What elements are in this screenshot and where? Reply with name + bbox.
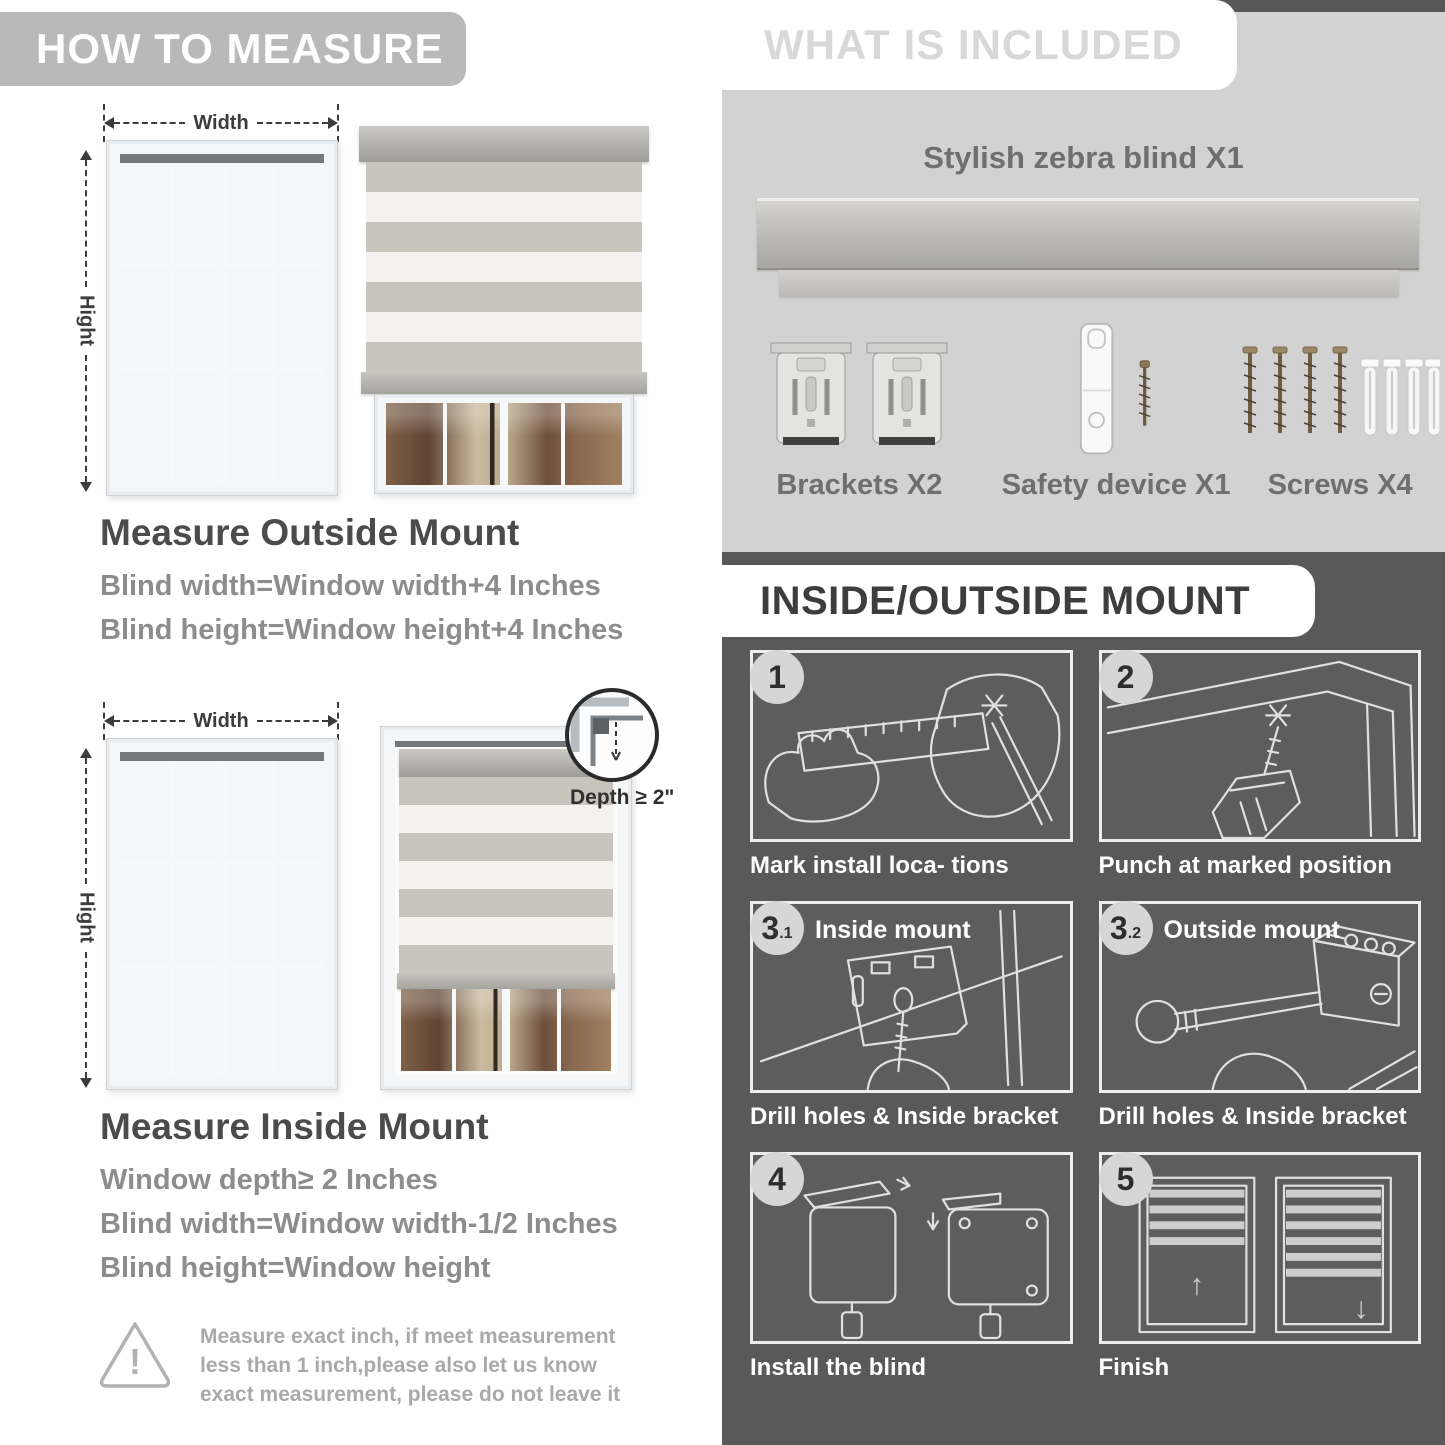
- step-3-2: [1099, 901, 1422, 1135]
- depth-detail-magnifier: [565, 688, 659, 782]
- outside-width-formula: Blind width=Window width+4 Inches: [100, 570, 601, 602]
- blind-cassette: [359, 126, 649, 162]
- window-top-trim: [120, 154, 324, 163]
- inside-outside-mount-title: INSIDE/OUTSIDE MOUNT: [760, 578, 1251, 623]
- zebra-blind-cassette-product: [757, 198, 1419, 270]
- inside-height-formula: Blind height=Window height: [100, 1252, 491, 1284]
- window-glass: [120, 165, 324, 482]
- inside-mount-title: Measure Inside Mount: [100, 1106, 489, 1147]
- arrow-up-icon: [80, 748, 92, 758]
- arrow-up-icon: ↑: [1189, 1268, 1204, 1302]
- width-dimension-arrow: [104, 112, 338, 134]
- arrow-down-icon: [80, 1078, 92, 1088]
- outside-height-formula: Blind height=Window height+4 Inches: [100, 614, 624, 646]
- step-3-2-panel: [1099, 901, 1422, 1093]
- depth-label: Depth ≥ 2": [570, 786, 675, 809]
- safety-device-label: Safety device X1: [1001, 469, 1231, 501]
- outside-mount-instructions: [100, 512, 740, 658]
- step-3-1-caption: Drill holes & Inside bracket: [750, 1103, 1059, 1130]
- warning-text: Measure exact inch, if meet measurement less than 1 inch,please also let us know exact measurement, please do not leave it: [200, 1325, 621, 1406]
- arrow-down-icon: [80, 482, 92, 492]
- arrow-left-icon: [104, 715, 114, 727]
- arrow-down-icon: ↓: [1353, 1292, 1369, 1326]
- brackets-label: Brackets X2: [776, 469, 943, 501]
- blind-stripes: [366, 162, 642, 372]
- window-glass: [120, 763, 324, 1076]
- zebra-blind-rail-product: [779, 270, 1399, 296]
- dimension-guide-line: [337, 104, 339, 142]
- zebra-blind-inside-illustration: [380, 726, 632, 1090]
- height-label: Hight: [75, 295, 98, 347]
- what-is-included-header: [722, 0, 1237, 90]
- outside-mount-figure: [62, 108, 682, 500]
- blind-item-label: Stylish zebra blind X1: [923, 140, 1244, 175]
- step-3-2-caption: Drill holes & Inside bracket: [1098, 1103, 1407, 1130]
- how-to-measure-header: [0, 12, 466, 86]
- arrow-left-icon: [104, 117, 114, 129]
- brackets-group: [722, 322, 997, 502]
- warning-triangle-icon: [96, 1318, 174, 1390]
- zebra-blind-outside-illustration: [366, 126, 642, 496]
- step-3-1: [750, 901, 1073, 1135]
- step-1-caption: Mark install loca- tions: [750, 852, 1009, 879]
- window-photo: [106, 738, 338, 1090]
- step-1-badge: 1: [750, 650, 804, 704]
- how-to-measure-title: HOW TO MEASURE: [36, 25, 444, 72]
- safety-device-group: [997, 322, 1236, 502]
- step-1-panel: [750, 650, 1073, 842]
- inside-depth-rule: Window depth≥ 2 Inches: [100, 1164, 438, 1196]
- step-2-caption: Punch at marked position: [1098, 852, 1392, 879]
- width-label: Width: [193, 709, 249, 732]
- step-5-panel: [1099, 1152, 1422, 1344]
- dimension-guide-line: [103, 104, 105, 142]
- step-3-1-panel: [750, 901, 1073, 1093]
- screws-label: Screws X4: [1267, 469, 1413, 501]
- exclamation-icon: !: [129, 1341, 141, 1382]
- brackets-icon: [769, 337, 949, 459]
- inside-width-formula: Blind width=Window width-1/2 Inches: [100, 1208, 618, 1240]
- inside-mount-figure: [62, 700, 702, 1100]
- what-is-included-title: WHAT IS INCLUDED: [764, 21, 1183, 68]
- window-photo: [106, 140, 338, 496]
- frame-corner-detail: [569, 692, 647, 770]
- step-4-badge: 4: [750, 1152, 804, 1206]
- step-5: [1099, 1152, 1422, 1386]
- height-dimension-arrow: [74, 150, 98, 492]
- step-4-panel: [750, 1152, 1073, 1344]
- step-3-2-badge: 3 .2: [1099, 901, 1153, 955]
- step-1: [750, 650, 1073, 884]
- outside-mount-title: Measure Outside Mount: [100, 512, 520, 553]
- mount-section: [722, 552, 1445, 1445]
- height-dimension-arrow: [74, 748, 98, 1088]
- step-5-caption: Finish: [1098, 1354, 1170, 1381]
- step-4-caption: Install the blind: [750, 1354, 927, 1381]
- inside-outside-mount-header: [722, 565, 1315, 637]
- installation-steps-grid: [750, 650, 1421, 1386]
- included-hardware-row: [722, 322, 1445, 502]
- window-below-blind: [401, 989, 611, 1071]
- step-3-2-title: Outside mount: [1163, 916, 1340, 944]
- screws-group: [1235, 322, 1445, 502]
- width-dimension-arrow: [104, 710, 338, 732]
- step-2-badge: 2: [1099, 650, 1153, 704]
- step-3-1-title: Inside mount: [815, 916, 971, 944]
- screws-icon: [1240, 329, 1440, 459]
- step-5-badge: 5: [1099, 1152, 1153, 1206]
- height-label: Hight: [75, 892, 98, 944]
- step-2-panel: [1099, 650, 1422, 842]
- width-label: Width: [193, 111, 249, 134]
- window-below-blind: [374, 394, 634, 494]
- step-2: [1099, 650, 1422, 884]
- arrow-up-icon: [80, 150, 92, 160]
- step-3-1-badge: 3 .1: [750, 901, 804, 955]
- step-4: [750, 1152, 1073, 1386]
- blind-bottom-rail: [361, 372, 647, 394]
- measurement-warning: [96, 1318, 676, 1409]
- safety-device-icon: [1056, 322, 1176, 459]
- inside-mount-instructions: [100, 1106, 740, 1296]
- blind-bottom-rail: [397, 973, 615, 989]
